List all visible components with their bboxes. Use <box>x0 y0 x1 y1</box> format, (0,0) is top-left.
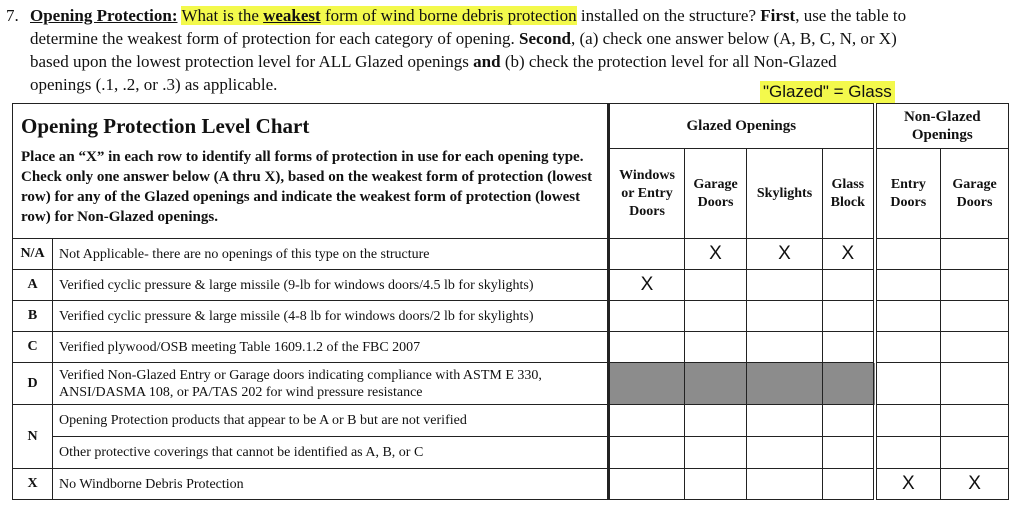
mark-cell[interactable] <box>875 332 941 363</box>
mark-cell[interactable] <box>941 270 1009 301</box>
mark-cell[interactable] <box>609 301 685 332</box>
mark-cell[interactable] <box>747 405 823 437</box>
mark-cell[interactable] <box>941 405 1009 437</box>
mark-cell[interactable] <box>823 332 875 363</box>
question-line-1 <box>6 4 906 27</box>
mark-cell[interactable] <box>823 405 875 437</box>
table-row <box>13 469 1009 500</box>
row-description: Verified cyclic pressure & large missile (9-lb for windows doors/4.5 lb for skylights) <box>53 270 609 301</box>
table-row <box>13 437 1009 469</box>
mark-cell[interactable] <box>941 437 1009 469</box>
mark-cell[interactable] <box>609 405 685 437</box>
row-code: D <box>13 363 53 405</box>
row-code: C <box>13 332 53 363</box>
col-entry-doors: Entry Doors <box>875 149 941 239</box>
opening-protection-chart <box>12 103 1008 499</box>
col-windows-entry-doors: Windows or Entry Doors <box>609 149 685 239</box>
mark-cell[interactable] <box>747 437 823 469</box>
question-line-2 <box>30 27 897 50</box>
row-description: Verified Non-Glazed Entry or Garage doors indicating compliance with ASTM E 330, ANSI/DASMA 108, or PA/TAS 202 for wind pressure resistance <box>53 363 609 405</box>
row-description: No Windborne Debris Protection <box>53 469 609 500</box>
mark-cell[interactable] <box>941 301 1009 332</box>
mark-cell[interactable] <box>875 301 941 332</box>
mark-cell[interactable] <box>823 469 875 500</box>
table-row <box>13 332 1009 363</box>
table-row <box>13 363 1009 405</box>
glazed-note: "Glazed" = Glass <box>760 81 895 103</box>
col-garage-doors-glazed: Garage Doors <box>685 149 747 239</box>
table-row <box>13 301 1009 332</box>
question-text: What is the <box>181 6 264 25</box>
mark-cell[interactable] <box>875 270 941 301</box>
mark-cell[interactable] <box>941 363 1009 405</box>
row-description: Not Applicable- there are no openings of this type on the structure <box>53 239 609 270</box>
mark-cell[interactable] <box>875 437 941 469</box>
mark-cell[interactable] <box>609 332 685 363</box>
second-emphasis: Second <box>519 29 571 48</box>
mark-cell[interactable]: X <box>685 239 747 270</box>
mark-cell[interactable]: X <box>823 239 875 270</box>
col-garage-doors-nonglazed: Garage Doors <box>941 149 1009 239</box>
mark-cell[interactable] <box>685 301 747 332</box>
highlighted-question <box>181 6 576 25</box>
question-line-3 <box>30 50 837 73</box>
mark-cell[interactable] <box>941 239 1009 270</box>
row-code: N <box>13 405 53 469</box>
question-text: , (a) check one answer below (A, B, C, N, or X) <box>571 29 897 48</box>
col-glass-block: Glass Block <box>823 149 875 239</box>
mark-cell[interactable] <box>609 469 685 500</box>
mark-cell[interactable] <box>685 270 747 301</box>
question-line-4: openings (.1, .2, or .3) as applicable. <box>30 75 278 94</box>
mark-cell[interactable] <box>747 332 823 363</box>
mark-cell[interactable] <box>823 301 875 332</box>
question-text: , use the table to <box>795 6 907 25</box>
row-description: Opening Protection products that appear to be A or B but are not verified <box>53 405 609 437</box>
and-emphasis: and <box>473 52 501 71</box>
question-text: (b) check the protection level for all Non-Glazed <box>500 52 837 71</box>
mark-cell[interactable] <box>685 437 747 469</box>
table-row <box>13 405 1009 437</box>
table-row <box>13 270 1009 301</box>
mark-cell[interactable]: X <box>609 270 685 301</box>
chart-title: Opening Protection Level Chart <box>21 114 310 138</box>
mark-cell[interactable]: X <box>747 239 823 270</box>
mark-cell[interactable] <box>747 301 823 332</box>
mark-cell[interactable] <box>875 405 941 437</box>
row-description: Verified cyclic pressure & large missile (4-8 lb for windows doors/2 lb for skylights) <box>53 301 609 332</box>
mark-cell[interactable] <box>609 437 685 469</box>
question-number: 7. <box>6 6 19 25</box>
mark-cell[interactable] <box>747 270 823 301</box>
question-text: installed on the structure? <box>576 6 761 25</box>
mark-cell[interactable] <box>823 437 875 469</box>
row-code: N/A <box>13 239 53 270</box>
mark-cell[interactable]: X <box>941 469 1009 500</box>
mark-cell[interactable] <box>941 332 1009 363</box>
mark-cell[interactable]: X <box>875 469 941 500</box>
question-text: form of wind borne debris protection <box>320 6 577 25</box>
question-text: determine the weakest form of protection for each category of opening. <box>30 29 520 48</box>
mark-cell[interactable] <box>747 469 823 500</box>
row-code: X <box>13 469 53 500</box>
mark-cell[interactable] <box>823 270 875 301</box>
row-code: B <box>13 301 53 332</box>
row-description: Verified plywood/OSB meeting Table 1609.1.2 of the FBC 2007 <box>53 332 609 363</box>
chart-header <box>13 104 609 239</box>
table-row <box>13 239 1009 270</box>
shaded-cell <box>823 363 875 405</box>
col-skylights: Skylights <box>747 149 823 239</box>
mark-cell[interactable] <box>685 332 747 363</box>
nonglazed-openings-header: Non-Glazed Openings <box>875 104 1009 149</box>
question-title: Opening Protection: <box>30 6 178 25</box>
mark-cell[interactable] <box>685 405 747 437</box>
weakest-emphasis: weakest <box>263 6 321 25</box>
chart-instructions: Place an “X” in each row to identify all forms of protection in use for each opening type. Check only one answer below (A thru X), based on the weakest form of protection (lowest row) for any of the Glazed openings and indicate the weakest form of protection (lowest row) for Non-Glazed openings. <box>21 149 593 225</box>
mark-cell[interactable] <box>609 239 685 270</box>
question-text: based upon the lowest protection level for ALL Glazed openings <box>30 52 474 71</box>
row-code: A <box>13 270 53 301</box>
first-emphasis: First <box>760 6 796 25</box>
mark-cell[interactable] <box>875 239 941 270</box>
glazed-openings-header: Glazed Openings <box>609 104 875 149</box>
row-description: Other protective coverings that cannot be identified as A, B, or C <box>53 437 609 469</box>
shaded-cell <box>609 363 685 405</box>
mark-cell[interactable] <box>685 469 747 500</box>
mark-cell[interactable] <box>875 363 941 405</box>
shaded-cell <box>747 363 823 405</box>
shaded-cell <box>685 363 747 405</box>
